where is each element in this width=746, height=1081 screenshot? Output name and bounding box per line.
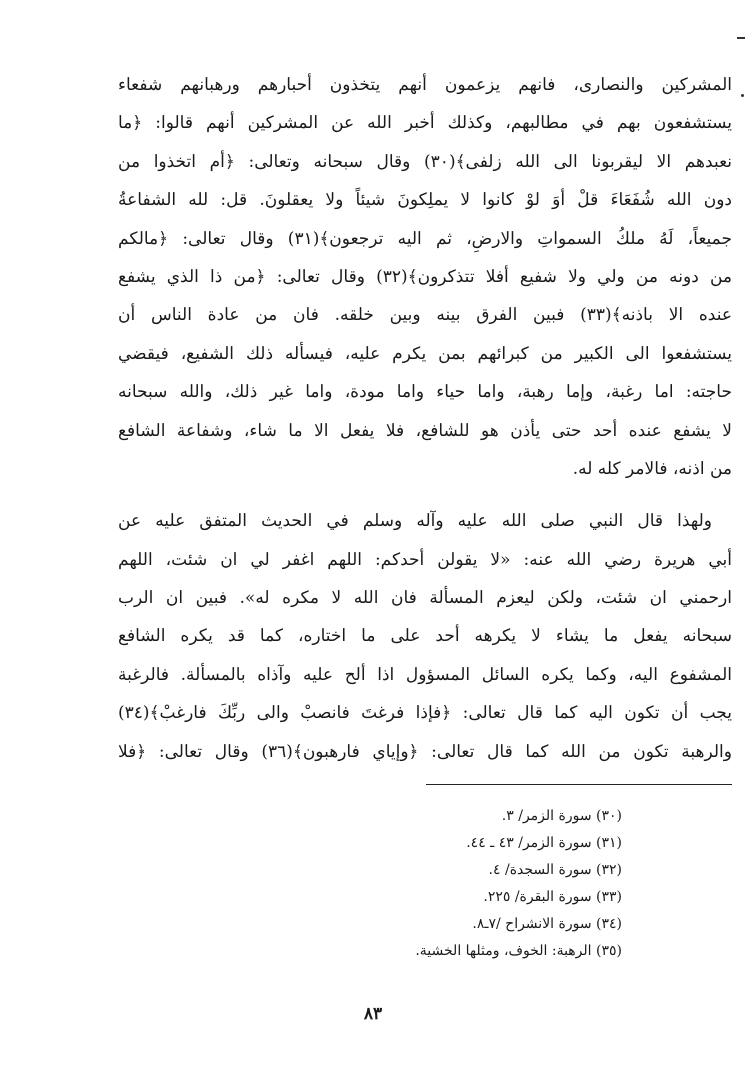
text-line: ولهذا قال النبي صلى الله عليه وآله وسلم في الحديث المتفق عليه عن: [118, 511, 712, 532]
footnote-divider: [426, 784, 732, 785]
footnotes-block: [300, 803, 622, 965]
text-line: جميعاً، لَهُ ملكُ السمواتِ والارضِ، ثم اليه ترجعون﴾(٣١) وقال تعالى: ﴿مالكم: [118, 228, 732, 249]
main-text-block: [118, 66, 732, 771]
margin-dot-mark: [741, 94, 744, 97]
margin-dash-mark: [737, 37, 745, 39]
text-line: عنده الا باذنه﴾(٣٣) فبين الفرق بينه وبين خلقه. فان من عادة الناس أن: [118, 305, 732, 326]
text-line: حاجته: اما رغبة، وإما رهبة، واما حياء واما مودة، واما غير ذلك، والله سبحانه: [118, 382, 732, 403]
footnote-item: (٣٥) الرهبة: الخوف، ومثلها الخشية.: [415, 943, 622, 959]
footnote-item: (٣١) سورة الزمر/ ٤٣ ـ ٤٤.: [466, 835, 622, 851]
text-line: من اذنه، فالامر كله له.: [572, 458, 732, 479]
text-line: يجب أن تكون اليه كما قال تعالى: ﴿فإذا فرغتَ فانصبْ والى ربِّكَ فارغبْ﴾(٣٤): [118, 703, 732, 724]
footnote-item: (٣٣) سورة البقرة/ ٢٢٥.: [483, 889, 622, 905]
text-line: أبي هريرة رضي الله عنه: «لا يقولن أحدكم: اللهم اغفر لي ان شئت، اللهم: [118, 549, 732, 570]
text-line: يستشفعوا الى الكبير من كبرائهم بمن يكرم عليه، فيسأله ذلك الشفيع، فيقضي: [118, 343, 732, 364]
text-line: يستشفعون بهم في مطالبهم، وكذلك أخبر الله عن المشركين أنهم قالوا: ﴿ما: [118, 113, 732, 134]
text-line: سبحانه يفعل ما يشاء لا يكرهه أحد على ما اختاره، كما قد يكره الشافع: [118, 626, 732, 647]
text-line: دون الله شُفَعَاءَ قلْ أوَ لوْ كانوا لا يملِكونَ شيئاً ولا يعقلونَ. قل: لله الشفاعةُ: [118, 190, 732, 211]
text-line: من دونه من ولي ولا شفيع أفلا تتذكرون﴾(٣٢) وقال تعالى: ﴿من ذا الذي يشفع: [118, 266, 732, 287]
page-number: ٨٣: [363, 1004, 383, 1024]
footnote-item: (٣٢) سورة السجدة/ ٤.: [488, 862, 622, 878]
text-line: لا يشفع عنده أحد حتى يأذن هو للشافع، فلا يفعل الا ما شاء، وشفاعة الشافع: [118, 420, 732, 441]
text-line: نعبدهم الا ليقربونا الى الله زلفى﴾(٣٠) وقال سبحانه وتعالى: ﴿أم اتخذوا من: [118, 151, 733, 172]
text-line: المشفوع اليه، وكما يكره السائل المسؤول اذا ألح عليه وآذاه بالمسألة. فالرغبة: [118, 664, 732, 685]
text-line: ارحمني ان شئت، ولكن ليعزم المسألة فان الله لا مكره له». فبين ان الرب: [118, 588, 732, 609]
text-line: المشركين والنصارى، فانهم يزعمون أنهم يتخذون أحبارهم ورهبانهم شفعاء: [118, 75, 732, 95]
footnote-item: (٣٤) سورة الانشراح /٧ـ٨.: [472, 916, 622, 932]
footnote-item: (٣٠) سورة الزمر/ ٣.: [501, 808, 622, 824]
text-line: والرهبة تكون من الله كما قال تعالى: ﴿وإياي فارهبون﴾(٣٦) وقال تعالى: ﴿فلا: [118, 741, 732, 762]
